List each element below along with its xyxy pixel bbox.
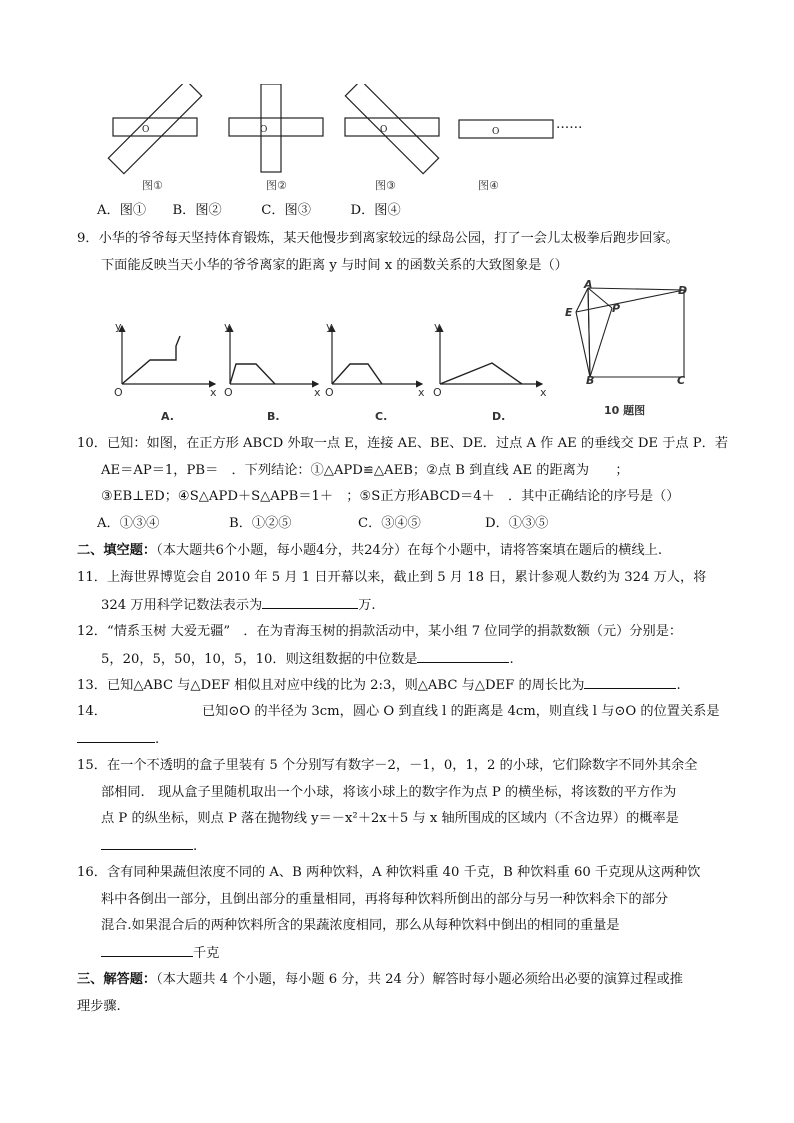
- q9-c-x: x: [418, 386, 425, 399]
- q10-line3: ③EB⊥ED；④S△APD＋S△APB＝1＋ ；⑤S正方形ABCD＝4＋ ．其中正确结论的序号是（）: [101, 489, 680, 504]
- q8-fig1-label: 图①: [142, 179, 163, 192]
- section-2-desc: （本大题共6个小题，每小题4分，共24分）在每个小题中，请将答案填在题后的横线上.: [156, 543, 663, 558]
- q9-d-o: O: [433, 386, 442, 399]
- q9-d-y: y: [434, 320, 441, 333]
- q10-option-c: C．③④⑤: [358, 516, 421, 531]
- q14-num: 14．: [77, 704, 107, 719]
- q12-end: .: [509, 652, 514, 667]
- q16-line3: 混合.如果混合后的两种饮料所含的果蔬浓度相同，那么从每种饮料中倒出的相同的重量是: [101, 918, 620, 933]
- q16-unit: 千克: [193, 946, 220, 961]
- q15-line3: 点 P 的纵坐标，则点 P 落在抛物线 y＝－x²＋2x＋5 与 x 轴所围成的区域内（不含边界）的概率是: [101, 811, 679, 826]
- q9-b-o: O: [224, 386, 233, 399]
- q12-text: 5，20，5，50，10，5，10．则这组数据的中位数是: [101, 652, 418, 667]
- q15-answer-blank[interactable]: [101, 837, 193, 850]
- q14-text: 已知⊙O 的半径为 3cm，圆心 O 到直线 l 的距离是 4cm，则直线 l 与⊙O 的位置关系是: [202, 704, 720, 719]
- q16-line2: 料中各倒出一部分，且倒出部分的重量相同，再将每种饮料所倒出的部分与另一种饮料余下的部分: [101, 892, 669, 907]
- q15-line1: 15．在一个不透明的盒子里装有 5 个分别写有数字－2，－1，0，1，2 的小球，它们除数字不同外其余全: [77, 758, 698, 773]
- q16-line4: [101, 944, 219, 963]
- q10-line2: AE＝AP＝1，PB＝ ．下列结论：①△APD≌△AEB；②点 B 到直线 AE 的距离为 ；: [101, 463, 629, 478]
- q8-figures: [100, 84, 600, 194]
- q14-answer-blank[interactable]: [77, 730, 155, 743]
- q15-end: .: [193, 839, 198, 854]
- q11-unit: 万.: [358, 598, 376, 613]
- svg-text:O: O: [142, 125, 150, 135]
- q9-line2: 下面能反映当天小华的爷爷离家的距离 y 与时间 x 的函数关系的大致图象是（）: [101, 258, 568, 273]
- q10-point-b: B: [586, 374, 595, 387]
- q10-line1: 10．已知：如图，在正方形 ABCD 外取一点 E，连接 AE、BE、DE．过点 A 作 AE 的垂线交 DE 于点 P．若: [77, 436, 729, 451]
- q9-graph-c-label: C.: [375, 410, 388, 423]
- q11-text: 324 万用科学记数法表示为: [101, 598, 263, 613]
- section-3-header: [77, 971, 683, 989]
- q13-text: 13．已知△ABC 与△DEF 相似且对应中线的比为 2:3，则△ABC 与△DEF 的周长比为: [77, 678, 585, 693]
- q9-b-x: x: [314, 386, 321, 399]
- q9-c-y: y: [326, 320, 333, 333]
- q9-a-x: x: [210, 386, 217, 399]
- section-3-desc: （本大题共 4 个小题，每小题 6 分，共 24 分）解答时每小题必须给出必要的演算过程或推: [156, 972, 683, 987]
- q10-point-c: C: [677, 374, 686, 387]
- q9-graph-a-label: A.: [161, 410, 174, 423]
- q10-option-b: B．①②⑤: [229, 516, 292, 531]
- q10-point-e: E: [565, 306, 573, 319]
- q9-graph-d: [440, 326, 542, 384]
- q13-end: .: [676, 678, 681, 693]
- q8-fig2: [229, 84, 323, 172]
- q9-c-o: O: [325, 386, 334, 399]
- q9-graph-a: [122, 326, 215, 384]
- section-3-desc-line2: 理步骤.: [77, 999, 121, 1014]
- q13-answer-blank[interactable]: [584, 676, 676, 689]
- q16-line1: 16．含有同种果蔬但浓度不同的 A、B 两种饮料，A 种饮料重 40 千克，B 种饮料重 60 千克现从这两种饮: [77, 865, 701, 880]
- q8-options: A．图① B．图② C．图③ D．图④: [97, 203, 401, 218]
- svg-text:O: O: [492, 127, 500, 137]
- svg-text:O: O: [380, 125, 388, 135]
- q8-fig2-label: 图②: [266, 179, 287, 192]
- q9-d-x: x: [540, 386, 547, 399]
- q15-line2: 部相同. 现从盒子里随机取出一个小球，将该小球上的数字作为点 P 的横坐标，将该数的平方作为: [101, 785, 677, 800]
- q9-a-o: O: [114, 386, 123, 399]
- q9-b-y: y: [224, 320, 231, 333]
- q8-fig4-label: 图④: [478, 179, 499, 192]
- q13-line: [77, 676, 681, 695]
- q9-graph-d-label: D.: [492, 410, 506, 423]
- q12-answer-blank[interactable]: [417, 650, 509, 663]
- q16-answer-blank[interactable]: [101, 944, 193, 957]
- q8-fig4: [459, 120, 553, 138]
- q11-line2: [101, 596, 376, 615]
- q8-fig1: [108, 84, 201, 174]
- q9-graph-b: [230, 326, 318, 384]
- svg-text:O: O: [260, 125, 268, 135]
- q15-line4: [101, 837, 197, 856]
- section-3-title: 三、解答题：: [77, 972, 157, 987]
- q9-line1: 9．小华的爷爷每天坚持体育锻炼，某天他慢步到离家较远的绿岛公园，打了一会儿太极拳后跑步回家。: [77, 231, 679, 246]
- q9-a-y: y: [115, 320, 122, 333]
- q10-point-a: A: [584, 278, 593, 291]
- q10-point-p: P: [612, 302, 621, 315]
- q11-line1: 11．上海世界博览会自 2010 年 5 月 1 日开幕以来，截止到 5 月 18 日，累计参观人数约为 324 万人，将: [77, 570, 707, 585]
- q10-point-d: D: [678, 284, 688, 297]
- q11-answer-blank[interactable]: [262, 596, 358, 609]
- q9-graph-c: [332, 326, 422, 384]
- q10-caption: 10 题图: [604, 404, 646, 417]
- q9-graph-b-label: B.: [267, 410, 280, 423]
- q14-end: .: [155, 732, 160, 747]
- q8-fig3: [345, 84, 439, 174]
- q14-line2: [77, 730, 159, 749]
- q12-line2: [101, 650, 514, 669]
- q12-line1: 12．“情系玉树 大爱无疆” ．在为青海玉树的捐款活动中，某小组 7 位同学的捐款数额（元）分别是：: [77, 624, 683, 639]
- section-2-title: 二、填空题：: [77, 543, 157, 558]
- q10-option-a: A．①③④: [97, 516, 160, 531]
- q10-option-d: D．①③⑤: [485, 516, 549, 531]
- q8-dots: ……: [556, 117, 583, 132]
- section-2-header: [77, 542, 662, 560]
- q8-fig3-label: 图③: [375, 179, 396, 192]
